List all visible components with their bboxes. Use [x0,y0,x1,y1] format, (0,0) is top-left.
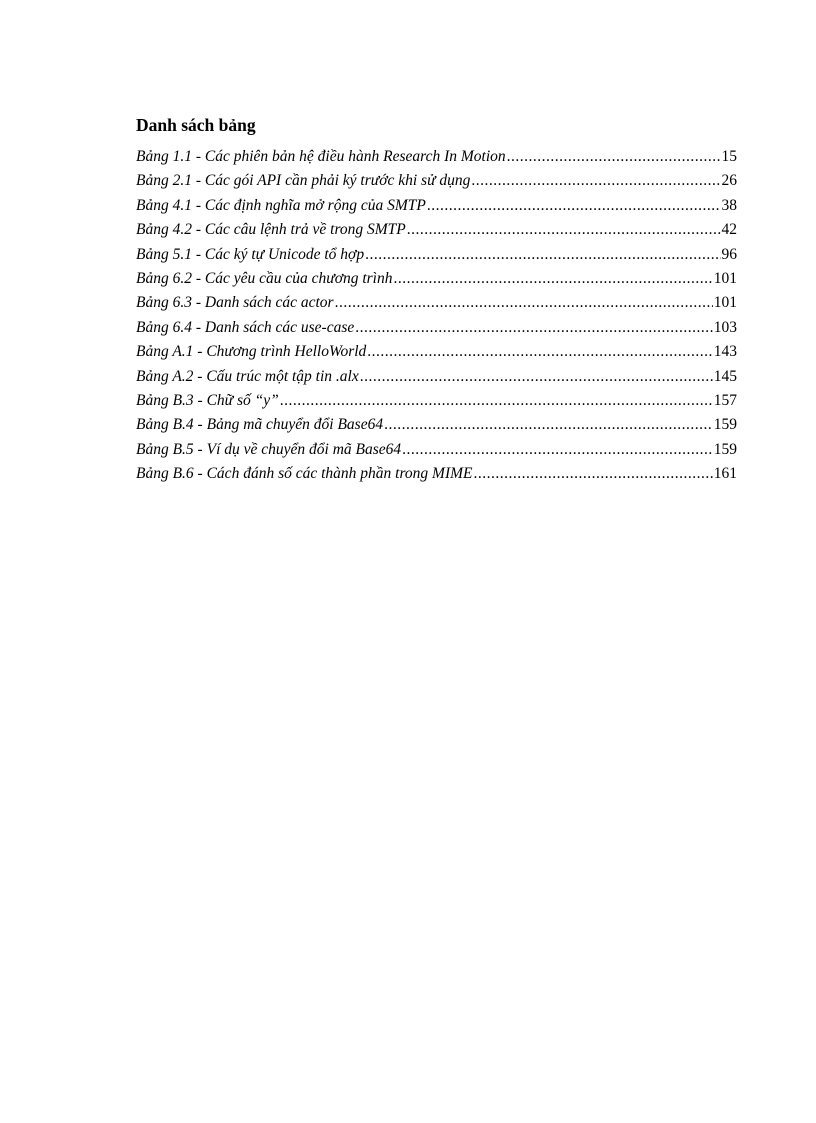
dot-leader [471,169,720,193]
toc-entry[interactable] [136,438,737,462]
entry-page-number: 101 [713,294,737,312]
toc-entry[interactable] [136,145,737,169]
entry-label: Bảng B.5 - Ví dụ về chuyển đổi mã Base64 [136,440,402,458]
toc-entry[interactable] [136,316,737,340]
entry-label: Bảng B.6 - Cách đánh số các thành phần trong MIME [136,465,473,483]
entry-label: Bảng 4.1 - Các định nghĩa mở rộng của SMTP [136,196,426,214]
dot-leader [384,413,713,437]
entry-label: Bảng 1.1 - Các phiên bản hệ điều hành Research In Motion [136,148,506,165]
dot-leader [367,340,712,364]
toc-entry[interactable] [136,291,737,315]
dot-leader [355,316,713,340]
dot-leader [407,218,721,242]
dot-leader [402,438,713,462]
toc-entry[interactable] [136,267,737,291]
dot-leader [365,243,720,267]
entry-page-number: 103 [713,318,737,336]
entry-label: Bảng 5.1 - Các ký tự Unicode tổ hợp [136,245,365,263]
dot-leader [360,365,713,389]
entry-label: Bảng 4.2 - Các câu lệnh trả về trong SMTP [136,221,406,239]
dot-leader [394,267,713,291]
entry-label: Bảng 6.3 - Danh sách các actor [136,294,334,312]
dot-leader [507,145,721,169]
dot-leader [474,462,713,486]
entry-page-number: 143 [713,343,737,361]
entry-page-number: 38 [721,196,737,214]
toc-entry[interactable] [136,462,737,486]
entry-label: Bảng A.1 - Chương trình HelloWorld [136,343,367,361]
entry-page-number: 15 [721,148,737,165]
entry-page-number: 42 [721,221,737,239]
toc-entry[interactable] [136,194,737,218]
entry-page-number: 26 [721,172,737,190]
entry-page-number: 157 [713,391,737,409]
toc-entry[interactable] [136,365,737,389]
entry-page-number: 145 [713,367,737,385]
dot-leader [335,291,713,315]
dot-leader [280,389,713,413]
toc-entry[interactable] [136,340,737,364]
entry-label: Bảng A.2 - Cấu trúc một tập tin .alx [136,367,359,385]
entry-label: Bảng B.4 - Bảng mã chuyển đổi Base64 [136,416,384,434]
entry-page-number: 159 [713,440,737,458]
entry-label: Bảng B.3 - Chữ số “y” [136,391,279,409]
list-of-tables [136,145,737,486]
entry-page-number: 101 [713,269,737,287]
toc-entry[interactable] [136,243,737,267]
toc-entry[interactable] [136,389,737,413]
dot-leader [427,194,721,218]
entry-label: Bảng 6.2 - Các yêu cầu của chương trình [136,269,393,287]
toc-entry[interactable] [136,413,737,437]
toc-entry[interactable] [136,169,737,193]
entry-page-number: 96 [721,245,737,263]
entry-page-number: 159 [713,416,737,434]
list-of-tables-heading: Danh sách bảng [136,115,256,135]
entry-label: Bảng 6.4 - Danh sách các use-case [136,318,355,336]
entry-page-number: 161 [713,465,737,483]
toc-entry[interactable] [136,218,737,242]
entry-label: Bảng 2.1 - Các gói API cần phải ký trước khi sử dụng [136,172,471,190]
